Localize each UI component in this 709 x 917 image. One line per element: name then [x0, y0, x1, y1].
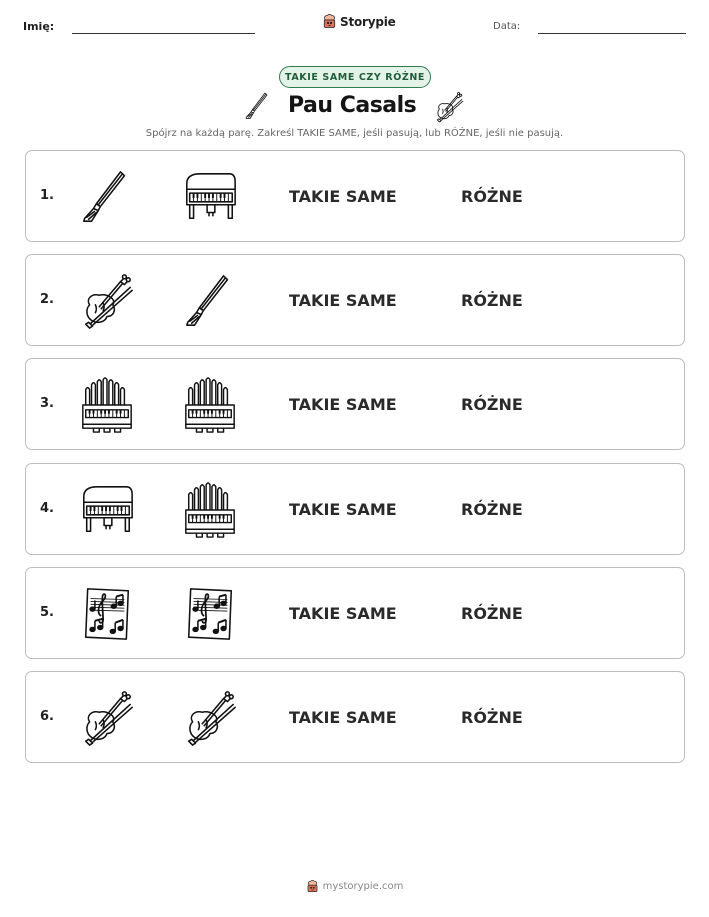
option-same[interactable]: TAKIE SAME: [289, 500, 397, 519]
option-different[interactable]: RÓŻNE: [461, 187, 523, 206]
bow-icon: [78, 168, 136, 226]
exercise-row: [25, 150, 685, 242]
option-different[interactable]: RÓŻNE: [461, 500, 523, 519]
piano-icon: [78, 481, 136, 539]
violin-icon: [78, 689, 136, 747]
organ-icon: [181, 481, 239, 539]
activity-tag: TAKIE SAME CZY RÓŻNE: [279, 66, 431, 88]
option-same[interactable]: TAKIE SAME: [289, 395, 397, 414]
title-row: [0, 88, 709, 128]
row-number: 3.: [40, 396, 54, 411]
row-number: 6.: [40, 709, 54, 724]
page-title: Pau Casals: [288, 93, 417, 118]
footer-url: mystorypie.com: [322, 881, 404, 892]
date-label: Data:: [493, 21, 521, 32]
organ-icon: [181, 376, 239, 434]
organ-icon: [78, 376, 136, 434]
storypie-logo-icon: [322, 13, 337, 30]
bow-icon: [243, 91, 273, 121]
exercise-row: [25, 358, 685, 450]
option-same[interactable]: TAKIE SAME: [289, 708, 397, 727]
date-field[interactable]: [538, 33, 686, 34]
exercise-row: [25, 567, 685, 659]
exercise-row: [25, 254, 685, 346]
storypie-logo-icon: [306, 879, 319, 894]
violin-icon: [433, 91, 465, 123]
option-different[interactable]: RÓŻNE: [461, 395, 523, 414]
instructions: Spójrz na każdą parę. Zakreśl TAKIE SAME, jeśli pasują, lub RÓŻNE, jeśli nie pasują.: [145, 128, 564, 139]
option-same[interactable]: TAKIE SAME: [289, 604, 397, 623]
piano-icon: [181, 168, 239, 226]
option-different[interactable]: RÓŻNE: [461, 604, 523, 623]
exercise-row: [25, 671, 685, 763]
option-different[interactable]: RÓŻNE: [461, 291, 523, 310]
worksheet-header: [0, 0, 709, 50]
option-different[interactable]: RÓŻNE: [461, 708, 523, 727]
footer: [0, 879, 709, 894]
brand-name: Storypie: [340, 14, 396, 29]
bow-icon: [181, 272, 239, 330]
exercise-row: [25, 463, 685, 555]
row-number: 2.: [40, 292, 54, 307]
sheet-music-icon: [181, 585, 239, 643]
option-same[interactable]: TAKIE SAME: [289, 291, 397, 310]
option-same[interactable]: TAKIE SAME: [289, 187, 397, 206]
row-number: 1.: [40, 188, 54, 203]
violin-icon: [181, 689, 239, 747]
violin-icon: [78, 272, 136, 330]
name-label: Imię:: [23, 20, 55, 33]
sheet-music-icon: [78, 585, 136, 643]
brand: [322, 13, 396, 30]
name-field[interactable]: [72, 33, 255, 34]
row-number: 4.: [40, 501, 54, 516]
row-number: 5.: [40, 605, 54, 620]
